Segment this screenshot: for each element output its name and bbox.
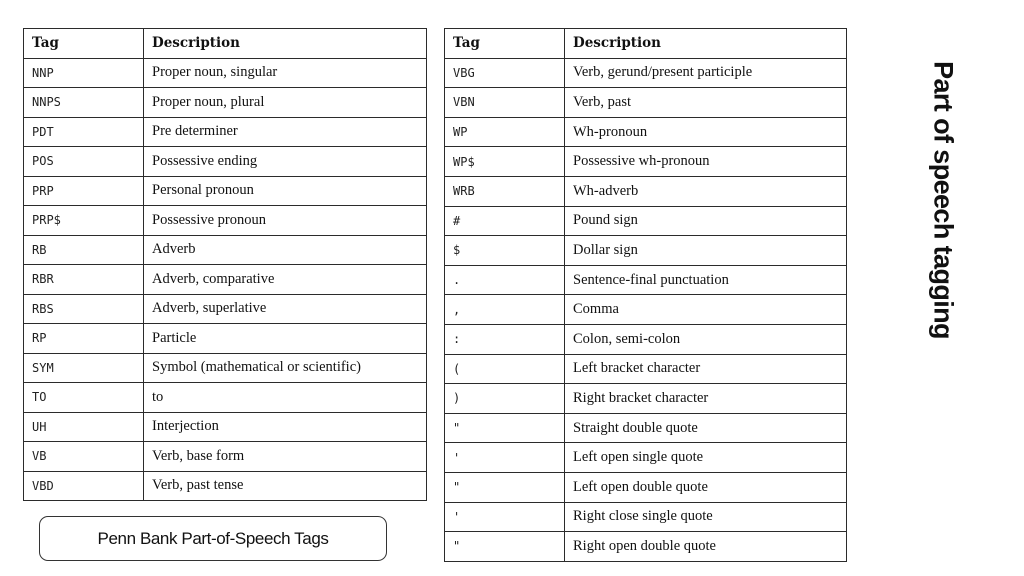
tag-cell: :: [445, 324, 565, 354]
description-cell: Adverb, superlative: [144, 294, 427, 324]
description-cell: Possessive ending: [144, 147, 427, 177]
caption-text: Penn Bank Part-of-Speech Tags: [97, 528, 329, 548]
tag-cell: WRB: [445, 176, 565, 206]
table-row: [445, 295, 847, 325]
table-row: [445, 532, 847, 562]
tag-cell: POS: [24, 147, 144, 177]
tag-cell: ": [445, 472, 565, 502]
table-row: [445, 176, 847, 206]
description-cell: Right close single quote: [565, 502, 847, 532]
tag-column-header: Tag: [24, 29, 144, 59]
table-row: [445, 117, 847, 147]
description-cell: Proper noun, plural: [144, 88, 427, 118]
table-row: [445, 502, 847, 532]
table-row: [445, 58, 847, 88]
table-row: [445, 413, 847, 443]
table-row: [24, 235, 427, 265]
tag-cell: SYM: [24, 353, 144, 383]
description-column-header: Description: [565, 29, 847, 59]
description-cell: Straight double quote: [565, 413, 847, 443]
table-row: [24, 206, 427, 236]
table-row: [24, 412, 427, 442]
description-cell: Wh-pronoun: [565, 117, 847, 147]
description-cell: Wh-adverb: [565, 176, 847, 206]
description-cell: Possessive pronoun: [144, 206, 427, 236]
tag-cell: WP$: [445, 147, 565, 177]
table-header-row: [445, 29, 847, 59]
description-cell: Adverb, comparative: [144, 265, 427, 295]
description-cell: to: [144, 383, 427, 413]
tag-cell: PRP: [24, 176, 144, 206]
table-row: [445, 443, 847, 473]
tag-cell: #: [445, 206, 565, 236]
description-cell: Left open single quote: [565, 443, 847, 473]
table-row: [24, 176, 427, 206]
table-row: [24, 294, 427, 324]
tag-cell: (: [445, 354, 565, 384]
description-cell: Right open double quote: [565, 532, 847, 562]
table-row: [445, 147, 847, 177]
pos-tag-table-left: [23, 28, 427, 501]
description-cell: Proper noun, singular: [144, 58, 427, 88]
page-title-text: Part of speech tagging: [928, 61, 959, 339]
description-cell: Particle: [144, 324, 427, 354]
tag-cell: UH: [24, 412, 144, 442]
description-cell: Adverb: [144, 235, 427, 265]
description-cell: Verb, past tense: [144, 471, 427, 501]
table-row: [24, 147, 427, 177]
table-row: [445, 206, 847, 236]
tag-cell: RBS: [24, 294, 144, 324]
table-row: [445, 265, 847, 295]
table-row: [24, 383, 427, 413]
tag-cell: VBD: [24, 471, 144, 501]
tag-cell: ": [445, 532, 565, 562]
table-row: [445, 88, 847, 118]
tag-cell: PRP$: [24, 206, 144, 236]
description-cell: Personal pronoun: [144, 176, 427, 206]
table-row: [24, 353, 427, 383]
table-row: [24, 442, 427, 472]
tag-cell: VBN: [445, 88, 565, 118]
caption-box: [39, 516, 387, 561]
tag-cell: ): [445, 384, 565, 414]
tag-cell: ': [445, 443, 565, 473]
table-header-row: [24, 29, 427, 59]
table-row: [445, 472, 847, 502]
tag-cell: VB: [24, 442, 144, 472]
pos-tag-table-right: [444, 28, 847, 562]
tag-cell: RB: [24, 235, 144, 265]
description-cell: Verb, gerund/present participle: [565, 58, 847, 88]
tag-cell: WP: [445, 117, 565, 147]
description-cell: Colon, semi-colon: [565, 324, 847, 354]
description-cell: Right bracket character: [565, 384, 847, 414]
description-cell: Symbol (mathematical or scientific): [144, 353, 427, 383]
description-cell: Dollar sign: [565, 236, 847, 266]
table-row: [24, 117, 427, 147]
description-cell: Pound sign: [565, 206, 847, 236]
table-row: [445, 384, 847, 414]
description-column-header: Description: [144, 29, 427, 59]
tag-column-header: Tag: [445, 29, 565, 59]
tag-cell: RBR: [24, 265, 144, 295]
table-row: [24, 58, 427, 88]
tag-cell: ': [445, 502, 565, 532]
table-row: [445, 354, 847, 384]
description-cell: Verb, base form: [144, 442, 427, 472]
tag-cell: VBG: [445, 58, 565, 88]
table-row: [24, 88, 427, 118]
tag-cell: NNP: [24, 58, 144, 88]
description-cell: Comma: [565, 295, 847, 325]
table-row: [445, 236, 847, 266]
table-row: [24, 471, 427, 501]
description-cell: Interjection: [144, 412, 427, 442]
tag-cell: $: [445, 236, 565, 266]
tag-cell: TO: [24, 383, 144, 413]
tag-cell: .: [445, 265, 565, 295]
tag-cell: ,: [445, 295, 565, 325]
description-cell: Left open double quote: [565, 472, 847, 502]
description-cell: Verb, past: [565, 88, 847, 118]
table-row: [24, 265, 427, 295]
table-row: [445, 324, 847, 354]
description-cell: Sentence-final punctuation: [565, 265, 847, 295]
tag-cell: RP: [24, 324, 144, 354]
description-cell: Possessive wh-pronoun: [565, 147, 847, 177]
description-cell: Left bracket character: [565, 354, 847, 384]
tag-cell: NNPS: [24, 88, 144, 118]
description-cell: Pre determiner: [144, 117, 427, 147]
tag-cell: PDT: [24, 117, 144, 147]
table-row: [24, 324, 427, 354]
tag-cell: ": [445, 413, 565, 443]
